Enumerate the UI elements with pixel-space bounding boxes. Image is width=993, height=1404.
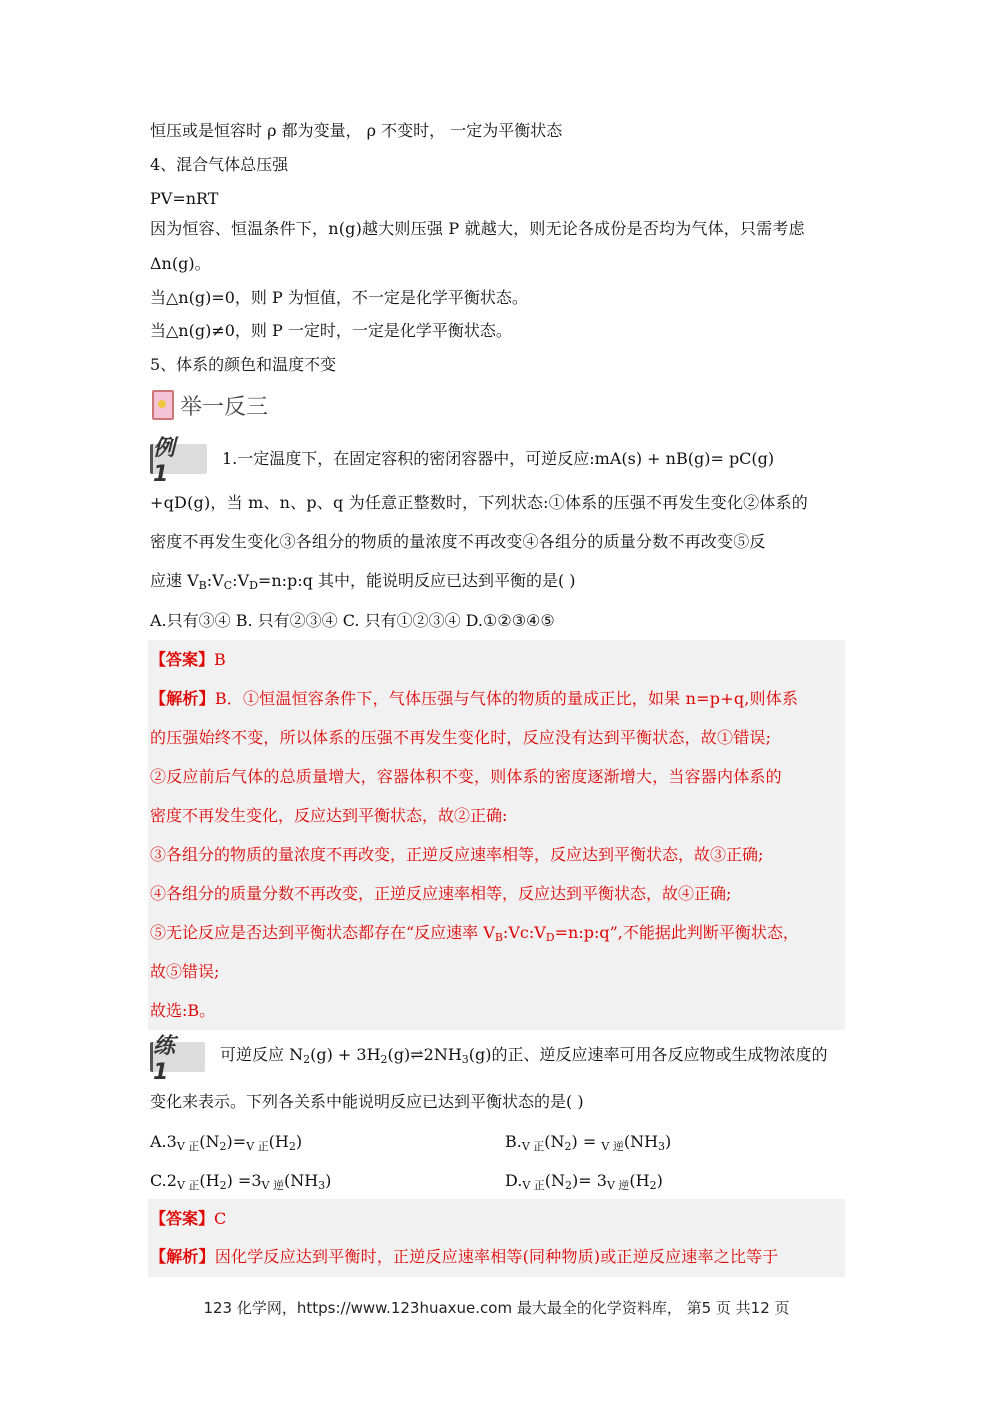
option-c: $C.2_{V 正}(H_2) =3_{V 逆}(NH_3)$ [150,1171,332,1192]
paragraph-cont: Δn(g)。 [150,254,211,273]
section-label-text: 举一反三 [180,394,269,420]
analysis-line: 密度不再发生变化，反应达到平衡状态，故②正确: [150,806,508,825]
option-b: $B._{V 正}(N_2) = _{V 逆}(NH_3)$ [505,1132,672,1153]
question-line: 密度不再发生变化③各组分的物质的量浓度不再改变④各组分的质量分数不再改变⑤反 [150,532,766,551]
formula: PV=nRT [150,189,219,208]
answer-line: 【答案】C [150,1209,227,1228]
book-icon [152,390,174,420]
paragraph: 当△n(g)=0，则 P 为恒值，不一定是化学平衡状态。 [150,288,528,307]
question-line: 1.一定温度下，在固定容积的密闭容器中，可逆反应:mA(s) + nB(g)= pC(g) [222,449,775,468]
analysis-line: 【解析】B．①恒温恒容条件下，气体压强与气体的物质的量成正比，如果 n=p+q,则体系 [150,689,799,708]
question-line: 应速 $V_B:V_C:V_D=n:p:q$ 其中，能说明反应已达到平衡的是( ) [150,571,576,592]
analysis-line: ②反应前后气体的总质量增大，容器体积不变，则体系的密度逐渐增大，当容器内体系的 [150,767,782,786]
example-badge: 例 1 [150,444,207,474]
analysis-line: 的压强始终不变，所以体系的压强不再发生变化时，反应没有达到平衡状态，故①错误; [150,728,772,747]
question-line: 变化来表示。下列各关系中能说明反应已达到平衡状态的是( ) [150,1092,584,1111]
options-line: A.只有③④ B. 只有②③④ C. 只有①②③④ D.①②③④⑤ [150,611,555,630]
practice-badge: 练 1 [150,1042,205,1072]
paragraph: 当△n(g)≠0，则 P 一定时，一定是化学平衡状态。 [150,321,512,340]
heading-4: 4、混合气体总压强 [150,155,289,174]
paragraph: 因为恒容、恒温条件下，n(g)越大则压强 P 就越大，则无论各成份是否均为气体，只需考虑 [150,219,805,238]
heading-5: 5、体系的颜色和温度不变 [150,355,337,374]
analysis-line: ⑤无论反应是否达到平衡状态都存在“反应速率 $V_B:Vc:V_D=n:p:q$”,不能据此判断平衡状态， [150,923,799,944]
intro-line: 恒压或是恒容时 ρ 都为变量， ρ 不变时， 一定为平衡状态 [150,121,563,140]
question-line: 可逆反应 $N_2(g)$ + $3H_2(g)\rightleftharpoons 2NH_3(g)$的正、逆反应速率可用各反应物或生成物浓度的 [220,1045,828,1066]
option-a: $A.3_{V 正}(N_2)=_{V 正}(H_2)$ [150,1132,303,1153]
question-line: +qD(g)，当 m、n、p、q 为任意正整数时，下列状态:①体系的压强不再发生变化②体系的 [150,493,808,512]
analysis-line: 故⑤错误; [150,962,220,981]
section-label [152,389,272,421]
page-footer: 123 化学网，https://www.123huaxue.com 最大最全的化学资料库， 第5 页 共12 页 [203,1299,790,1317]
analysis-line: ④各组分的质量分数不再改变，正逆反应速率相等，反应达到平衡状态，故④正确; [150,884,732,903]
analysis-line: 故选:B。 [150,1001,216,1020]
analysis-line: 【解析】因化学反应达到平衡时，正逆反应速率相等(同种物质)或正逆反应速率之比等于 [150,1247,779,1266]
analysis-line: ③各组分的物质的量浓度不再改变，正逆反应速率相等，反应达到平衡状态，故③正确; [150,845,764,864]
answer-line: 【答案】B [150,650,226,669]
option-d: $D._{V 正}(N_2)= 3_{V 逆}(H_2)$ [505,1171,663,1192]
